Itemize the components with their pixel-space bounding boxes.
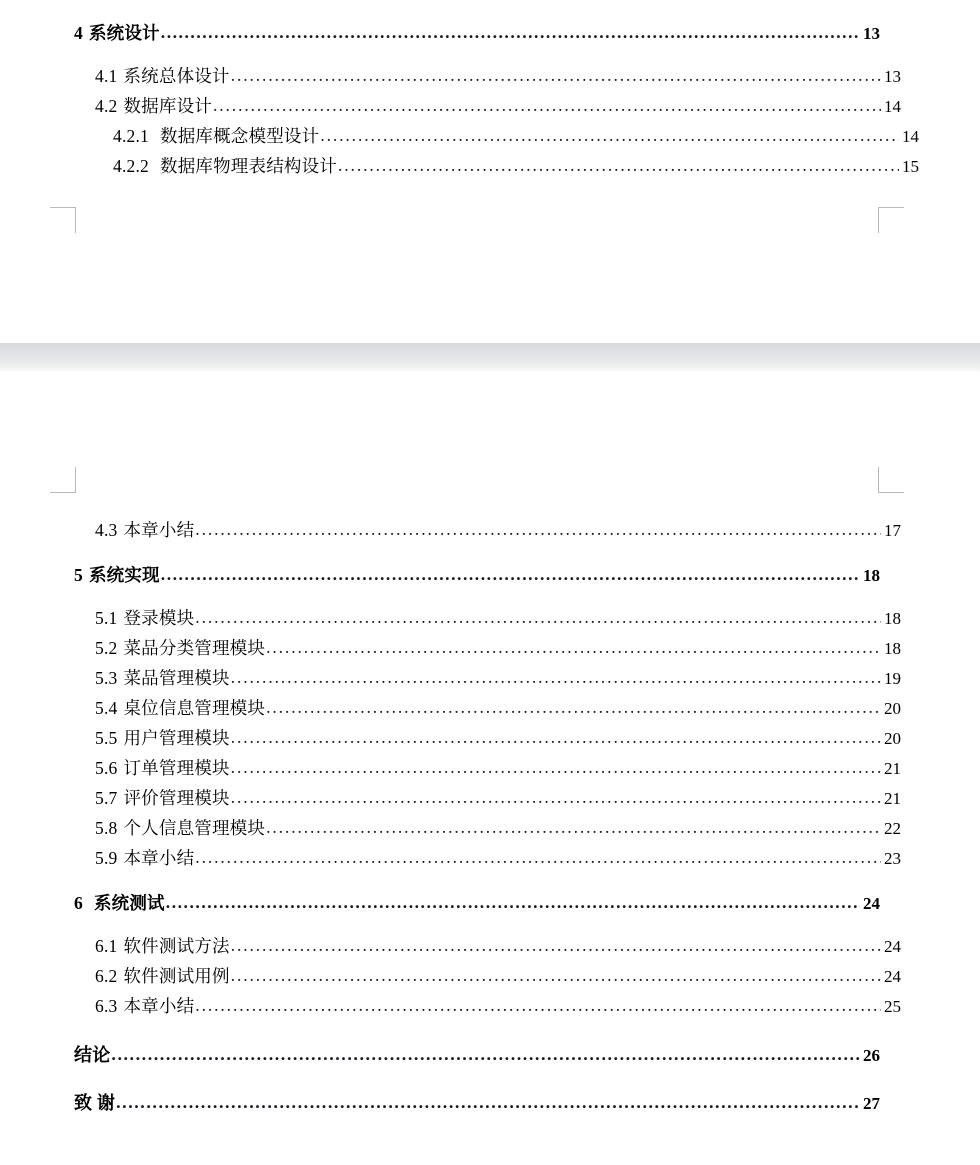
toc-dot-leader: [213, 95, 881, 116]
toc-dot-leader: [231, 757, 881, 778]
page-break-separator: [0, 343, 980, 372]
toc-list-page-1: [74, 20, 919, 183]
toc-entry-label: 5 系统实现: [74, 565, 160, 585]
toc-spacer: [74, 50, 880, 63]
toc-page-number: 18: [863, 566, 880, 585]
toc-spacer: [74, 920, 880, 933]
toc-entry-label: 4.2 数据库设计: [95, 96, 212, 116]
toc-entry-label: 结论: [74, 1045, 111, 1065]
toc-entry-label: 6 系统测试: [74, 893, 165, 913]
toc-dot-leader: [166, 892, 860, 913]
toc-entry-label: 5.9 本章小结: [95, 848, 195, 868]
toc-page-number: 19: [884, 669, 901, 688]
toc-dot-leader: [195, 519, 881, 540]
toc-entry-section-5-2[interactable]: [95, 635, 901, 665]
toc-page-number: 24: [884, 967, 901, 986]
toc-entry-subsection-4-2-2[interactable]: [113, 153, 919, 183]
toc-dot-leader: [266, 817, 881, 838]
toc-entry-label: 4.2.1 数据库概念模型设计: [113, 126, 320, 146]
toc-page-number: 26: [863, 1046, 880, 1065]
toc-dot-leader: [231, 787, 881, 808]
toc-entry-label: 致 谢: [74, 1093, 116, 1113]
toc-entry-label: 5.7 评价管理模块: [95, 788, 230, 808]
toc-dot-leader: [231, 965, 881, 986]
toc-entry-label: 4.3 本章小结: [95, 520, 195, 540]
toc-page-number: 18: [884, 609, 901, 628]
document-page-2: [0, 372, 980, 1165]
toc-entry-label: 5.2 菜品分类管理模块: [95, 638, 266, 658]
toc-entry-label: 6.2 软件测试用例: [95, 966, 230, 986]
toc-entry-label: 5.6 订单管理模块: [95, 758, 230, 778]
toc-entry-label: 5.3 菜品管理模块: [95, 668, 230, 688]
toc-page-number: 20: [884, 699, 901, 718]
toc-dot-leader: [111, 1044, 860, 1065]
toc-spacer: [74, 1071, 880, 1089]
margin-crop-mark-bottom-right: [878, 207, 904, 233]
margin-crop-mark-bottom-left: [50, 207, 76, 233]
toc-page-number: 20: [884, 729, 901, 748]
toc-dot-leader: [231, 727, 881, 748]
toc-entry-conclusion[interactable]: [74, 1041, 880, 1071]
toc-page-number: 21: [884, 789, 901, 808]
toc-entry-label: 5.4 桌位信息管理模块: [95, 698, 266, 718]
toc-page-number: 24: [884, 937, 901, 956]
toc-page-number: 18: [884, 639, 901, 658]
toc-page-number: 21: [884, 759, 901, 778]
toc-page-number: 23: [884, 849, 901, 868]
toc-dot-leader: [231, 667, 881, 688]
toc-entry-section-5-7[interactable]: [95, 785, 901, 815]
toc-entry-label: 6.3 本章小结: [95, 996, 195, 1016]
toc-entry-section-5-5[interactable]: [95, 725, 901, 755]
toc-dot-leader: [266, 697, 881, 718]
toc-dot-leader: [320, 125, 899, 146]
toc-dot-leader: [266, 637, 881, 658]
toc-page-number: 25: [884, 997, 901, 1016]
toc-entry-section-5-4[interactable]: [95, 695, 901, 725]
toc-dot-leader: [116, 1092, 860, 1113]
toc-entry-chapter-6[interactable]: [74, 890, 880, 920]
toc-page-number: 22: [884, 819, 901, 838]
toc-page-number: 27: [863, 1094, 880, 1113]
toc-dot-leader: [161, 22, 860, 43]
toc-dot-leader: [161, 564, 860, 585]
toc-entry-section-5-9[interactable]: [95, 845, 901, 875]
toc-entry-section-5-8[interactable]: [95, 815, 901, 845]
toc-entry-subsection-4-2-1[interactable]: [113, 123, 919, 153]
toc-entry-label: 5.1 登录模块: [95, 608, 195, 628]
toc-page-number: 17: [884, 521, 901, 540]
toc-page-number: 24: [863, 894, 880, 913]
toc-entry-section-6-2[interactable]: [95, 963, 901, 993]
toc-dot-leader: [195, 995, 881, 1016]
toc-entry-label: 5.5 用户管理模块: [95, 728, 230, 748]
toc-spacer: [74, 592, 880, 605]
toc-entry-section-6-1[interactable]: [95, 933, 901, 963]
toc-entry-acknowledgements[interactable]: [74, 1089, 880, 1119]
margin-crop-mark-top-right: [878, 467, 904, 493]
toc-spacer: [74, 547, 880, 562]
toc-entry-label: 4 系统设计: [74, 23, 160, 43]
toc-entry-chapter-4[interactable]: [74, 20, 880, 50]
toc-page-number: 13: [884, 67, 901, 86]
toc-entry-section-5-3[interactable]: [95, 665, 901, 695]
toc-dot-leader: [231, 65, 881, 86]
toc-spacer: [74, 875, 880, 890]
toc-dot-leader: [231, 935, 881, 956]
toc-dot-leader: [195, 607, 881, 628]
toc-entry-label: 6.1 软件测试方法: [95, 936, 230, 956]
toc-dot-leader: [338, 155, 899, 176]
toc-list-page-2: [74, 517, 901, 1119]
toc-entry-section-5-1[interactable]: [95, 605, 901, 635]
toc-entry-chapter-5[interactable]: [74, 562, 880, 592]
toc-entry-section-4-2[interactable]: [95, 93, 901, 123]
toc-page-number: 14: [902, 127, 919, 146]
toc-page-number: 14: [884, 97, 901, 116]
document-page-1: [0, 0, 980, 343]
margin-crop-mark-top-left: [50, 467, 76, 493]
toc-entry-section-4-1[interactable]: [95, 63, 901, 93]
toc-page-number: 13: [863, 24, 880, 43]
toc-entry-label: 4.2.2 数据库物理表结构设计: [113, 156, 337, 176]
toc-page-number: 15: [902, 157, 919, 176]
toc-spacer: [74, 1023, 880, 1041]
toc-entry-label: 5.8 个人信息管理模块: [95, 818, 266, 838]
toc-dot-leader: [195, 847, 881, 868]
toc-entry-label: 4.1 系统总体设计: [95, 66, 230, 86]
toc-entry-section-5-6[interactable]: [95, 755, 901, 785]
toc-entry-section-6-3[interactable]: [95, 993, 901, 1023]
toc-entry-section-4-3[interactable]: [95, 517, 901, 547]
